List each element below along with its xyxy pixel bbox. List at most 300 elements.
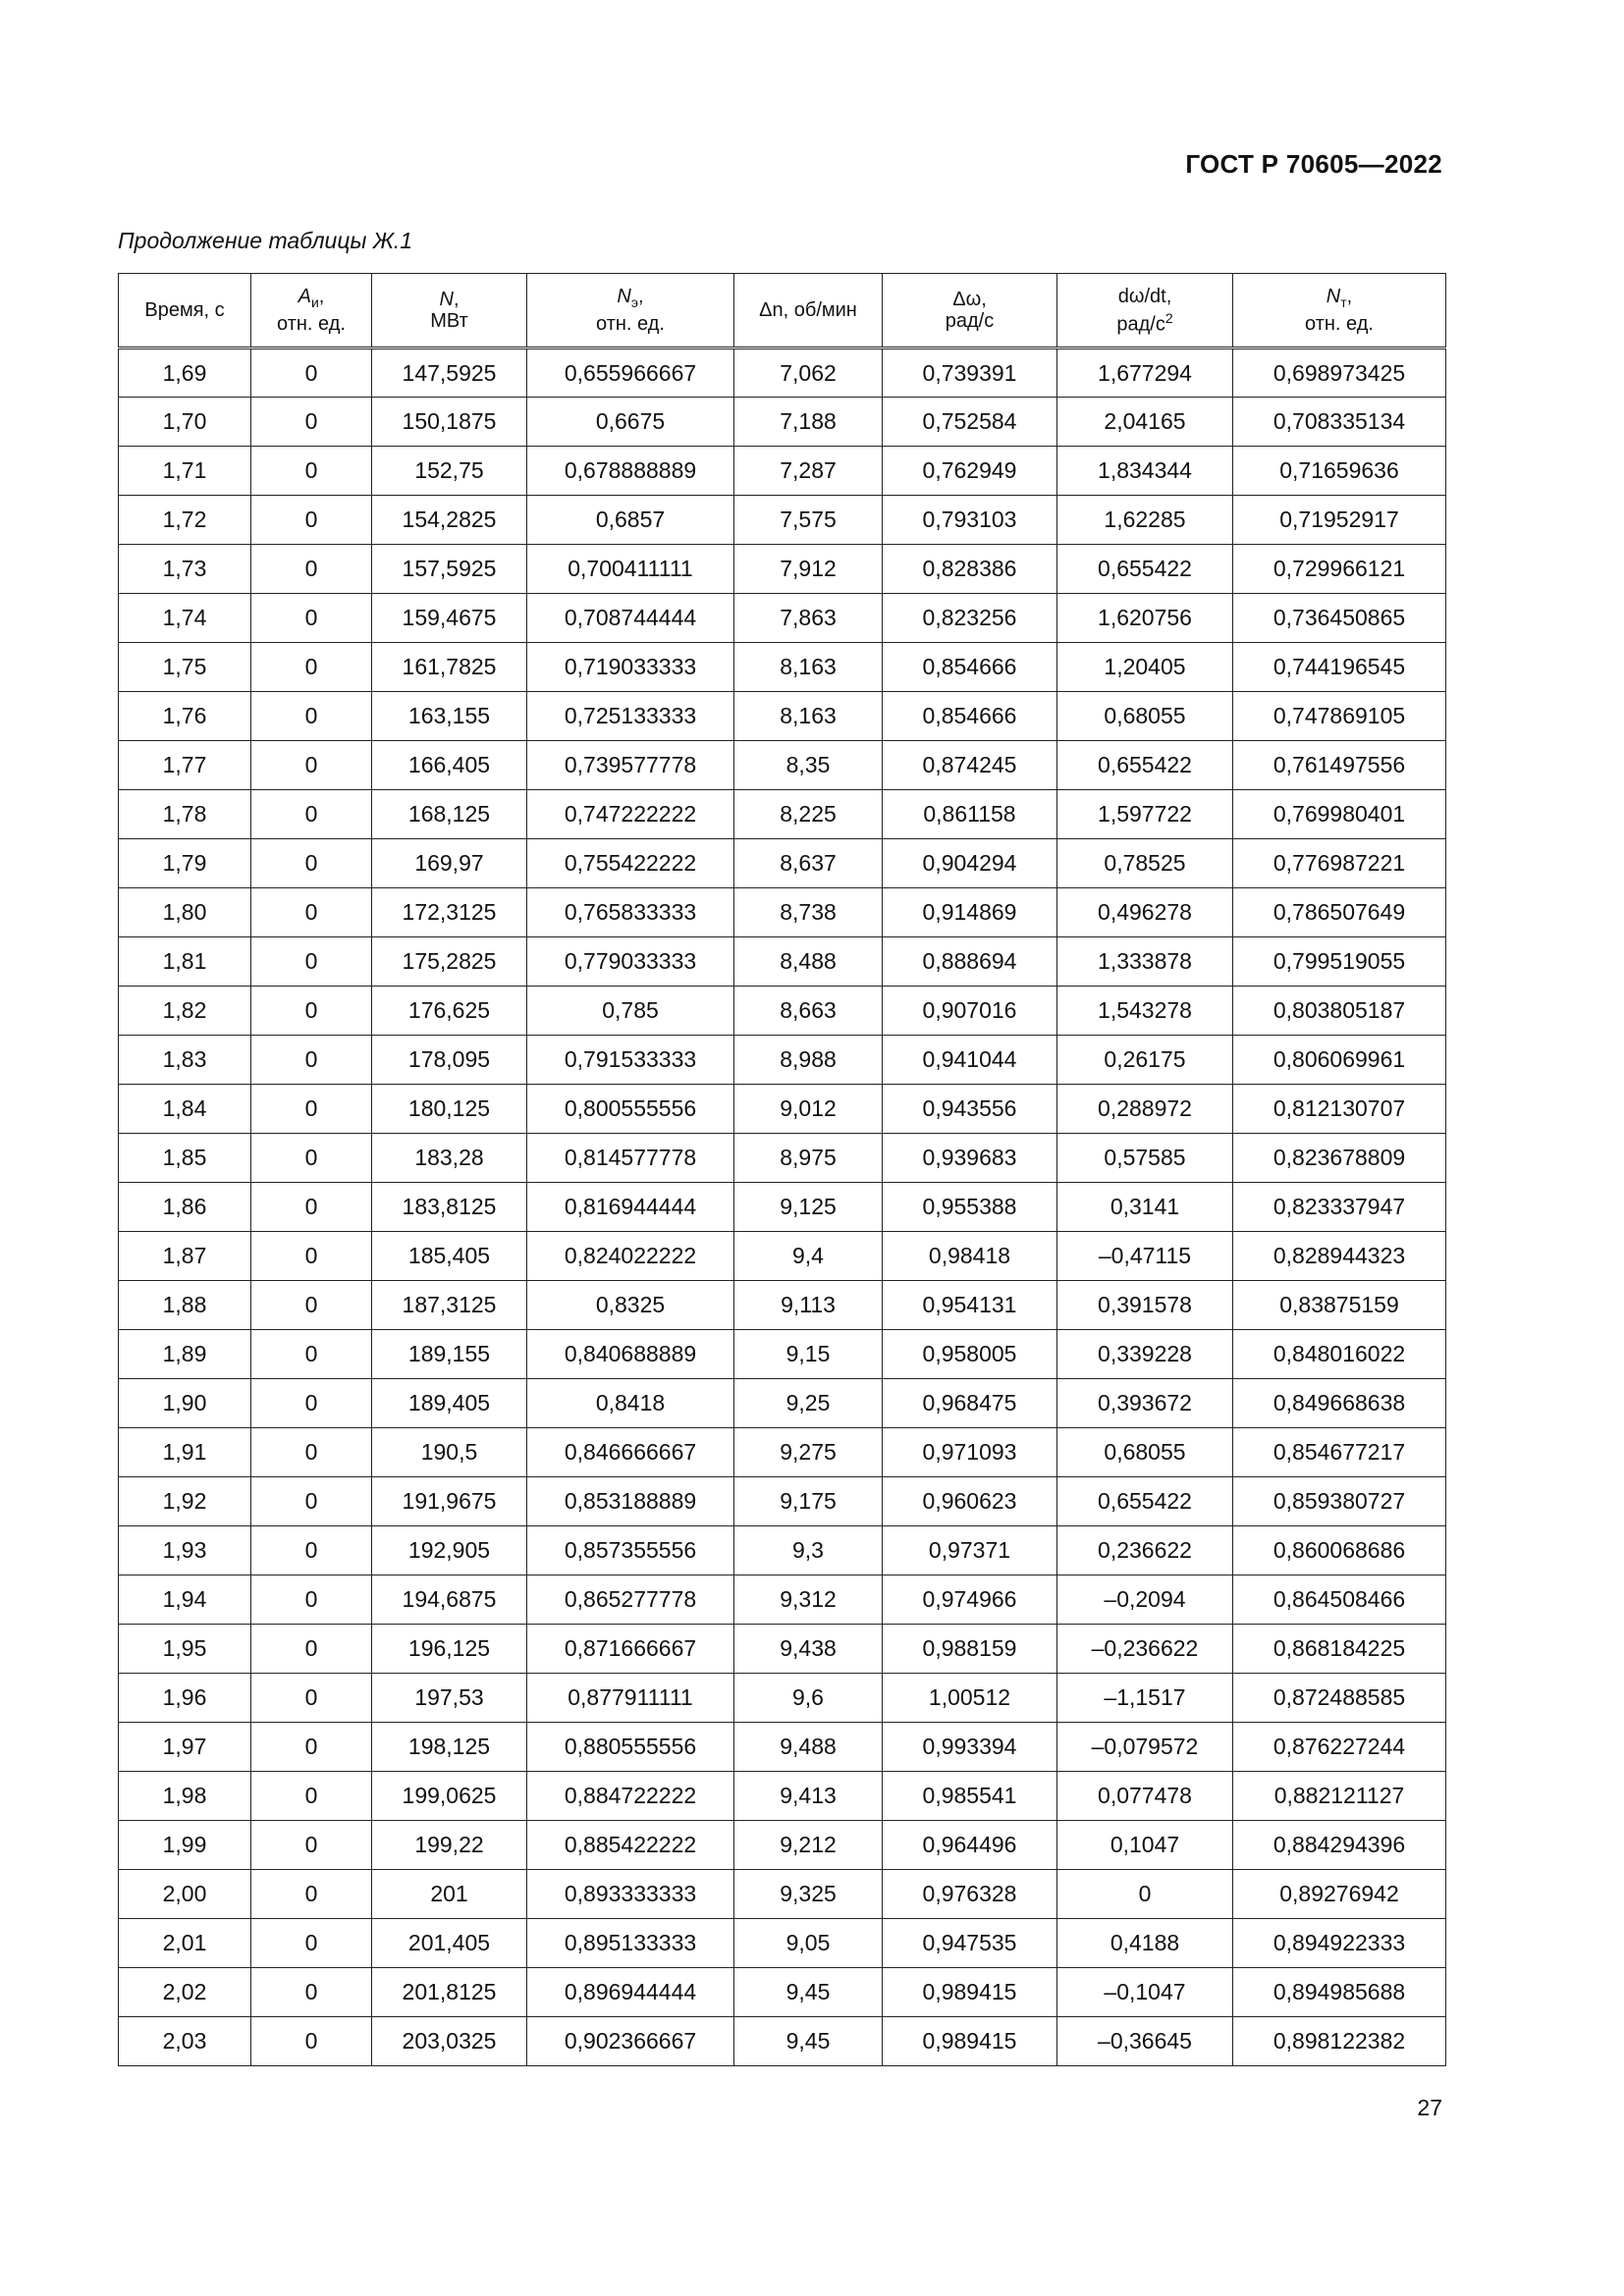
table-cell: 0,769980401 — [1233, 790, 1446, 839]
table-cell: 0,700411111 — [527, 545, 734, 594]
table-cell: 0,939683 — [883, 1134, 1057, 1183]
table-cell: 0,98418 — [883, 1232, 1057, 1281]
table-cell: 0,739577778 — [527, 741, 734, 790]
table-row — [119, 348, 1446, 398]
header-n-t: $N_т$, отн. ед. — [1233, 274, 1446, 348]
table-cell: 1,70 — [119, 398, 251, 447]
table-cell: 157,5925 — [372, 545, 527, 594]
table-cell: 0,947535 — [883, 1919, 1057, 1968]
table-cell: 0 — [251, 1477, 372, 1526]
table-cell: 183,8125 — [372, 1183, 527, 1232]
table-cell: 7,287 — [734, 447, 883, 496]
table-row — [119, 1870, 1446, 1919]
table-cell: 203,0325 — [372, 2017, 527, 2066]
header-delta-n: Δn, об/мин — [734, 274, 883, 348]
table-cell: 166,405 — [372, 741, 527, 790]
table-cell: 0,872488585 — [1233, 1674, 1446, 1723]
table-cell: 1,71 — [119, 447, 251, 496]
table-cell: 9,6 — [734, 1674, 883, 1723]
table-cell: 0,865277778 — [527, 1575, 734, 1625]
table-cell: 196,125 — [372, 1625, 527, 1674]
table-cell: 0,846666667 — [527, 1428, 734, 1477]
table-cell: 9,275 — [734, 1428, 883, 1477]
table-cell: 8,637 — [734, 839, 883, 888]
table-cell: 2,02 — [119, 1968, 251, 2017]
table-cell: 0 — [251, 888, 372, 937]
table-cell: 1,77 — [119, 741, 251, 790]
page-number: 27 — [1417, 2095, 1442, 2120]
table-body — [119, 348, 1446, 2066]
table-cell: 1,93 — [119, 1526, 251, 1575]
table-cell: 0,874245 — [883, 741, 1057, 790]
table-cell: 0 — [251, 2017, 372, 2066]
table-cell: 0,747869105 — [1233, 692, 1446, 741]
table-cell: 0 — [251, 1330, 372, 1379]
table-cell: 0,907016 — [883, 987, 1057, 1036]
table-cell: 1,96 — [119, 1674, 251, 1723]
table-cell: 0,761497556 — [1233, 741, 1446, 790]
table-cell: 169,97 — [372, 839, 527, 888]
table-cell: 9,212 — [734, 1821, 883, 1870]
table-cell: 0,496278 — [1057, 888, 1233, 937]
table-cell: 1,84 — [119, 1085, 251, 1134]
table-cell: 161,7825 — [372, 643, 527, 692]
table-cell: 0,814577778 — [527, 1134, 734, 1183]
table-cell: 197,53 — [372, 1674, 527, 1723]
table-cell: 0,655422 — [1057, 545, 1233, 594]
table-row — [119, 987, 1446, 1036]
table-cell: 1,620756 — [1057, 594, 1233, 643]
table-cell: 154,2825 — [372, 496, 527, 545]
table-cell: 0 — [251, 1674, 372, 1723]
table-cell: 8,163 — [734, 692, 883, 741]
table-cell: 0,823256 — [883, 594, 1057, 643]
table-cell: –0,36645 — [1057, 2017, 1233, 2066]
table-cell: 0,871666667 — [527, 1625, 734, 1674]
table-cell: 9,25 — [734, 1379, 883, 1428]
table-cell: 2,04165 — [1057, 398, 1233, 447]
table-cell: 1,677294 — [1057, 348, 1233, 398]
table-cell: 176,625 — [372, 987, 527, 1036]
table-row — [119, 1919, 1446, 1968]
table-cell: 0,812130707 — [1233, 1085, 1446, 1134]
table-cell: 0 — [251, 1526, 372, 1575]
table-row — [119, 2017, 1446, 2066]
table-cell: 183,28 — [372, 1134, 527, 1183]
table-cell: 0,941044 — [883, 1036, 1057, 1085]
table-cell: 1,78 — [119, 790, 251, 839]
table-cell: –0,1047 — [1057, 1968, 1233, 2017]
table-cell: 0,391578 — [1057, 1281, 1233, 1330]
table-cell: 0,800555556 — [527, 1085, 734, 1134]
table-row — [119, 1821, 1446, 1870]
table-cell: 0,989415 — [883, 1968, 1057, 2017]
table-cell: 0,894985688 — [1233, 1968, 1446, 2017]
table-cell: 0,960623 — [883, 1477, 1057, 1526]
table-cell: 0,854666 — [883, 643, 1057, 692]
table-cell: 9,15 — [734, 1330, 883, 1379]
table-cell: 0,97371 — [883, 1526, 1057, 1575]
table-cell: 0,964496 — [883, 1821, 1057, 1870]
table-cell: 0,988159 — [883, 1625, 1057, 1674]
table-cell: 2,03 — [119, 2017, 251, 2066]
table-cell: 0,864508466 — [1233, 1575, 1446, 1625]
table-cell: 1,90 — [119, 1379, 251, 1428]
table-row — [119, 643, 1446, 692]
table-cell: 1,00512 — [883, 1674, 1057, 1723]
table-cell: 0,71952917 — [1233, 496, 1446, 545]
table-cell: 9,4 — [734, 1232, 883, 1281]
table-row — [119, 692, 1446, 741]
table-row — [119, 1134, 1446, 1183]
table-cell: 0,6675 — [527, 398, 734, 447]
table-cell: 0,288972 — [1057, 1085, 1233, 1134]
table-cell: 0,816944444 — [527, 1183, 734, 1232]
table-cell: 9,312 — [734, 1575, 883, 1625]
table-row — [119, 1281, 1446, 1330]
table-cell: 0 — [251, 1134, 372, 1183]
table-row — [119, 1183, 1446, 1232]
table-cell: 7,575 — [734, 496, 883, 545]
table-cell: 0,974966 — [883, 1575, 1057, 1625]
table-cell: 172,3125 — [372, 888, 527, 937]
table-cell: 0,955388 — [883, 1183, 1057, 1232]
table-cell: 0,823678809 — [1233, 1134, 1446, 1183]
table-cell: 1,82 — [119, 987, 251, 1036]
table-cell: 1,79 — [119, 839, 251, 888]
table-cell: 1,62285 — [1057, 496, 1233, 545]
table-cell: 0,823337947 — [1233, 1183, 1446, 1232]
table-cell: 8,975 — [734, 1134, 883, 1183]
table-cell: –1,1517 — [1057, 1674, 1233, 1723]
table-cell: 0 — [251, 1821, 372, 1870]
table-cell: 178,095 — [372, 1036, 527, 1085]
table-row — [119, 1232, 1446, 1281]
table-cell: 0,888694 — [883, 937, 1057, 987]
table-cell: 0,884294396 — [1233, 1821, 1446, 1870]
table-cell: 0,57585 — [1057, 1134, 1233, 1183]
table-row — [119, 545, 1446, 594]
table-cell: 159,4675 — [372, 594, 527, 643]
table-cell: 0,752584 — [883, 398, 1057, 447]
table-cell: 0,854677217 — [1233, 1428, 1446, 1477]
table-cell: 0 — [251, 1625, 372, 1674]
table-cell: 9,325 — [734, 1870, 883, 1919]
table-cell: 0,68055 — [1057, 692, 1233, 741]
table-row — [119, 1625, 1446, 1674]
table-cell: 7,188 — [734, 398, 883, 447]
table-cell: 0 — [251, 790, 372, 839]
table-cell: 8,488 — [734, 937, 883, 987]
table-row — [119, 1477, 1446, 1526]
header-n: N, МВт — [372, 274, 527, 348]
table-row — [119, 1085, 1446, 1134]
table-cell: 0,848016022 — [1233, 1330, 1446, 1379]
table-cell: 1,86 — [119, 1183, 251, 1232]
table-cell: 0 — [251, 1772, 372, 1821]
table-cell: 0,776987221 — [1233, 839, 1446, 888]
table-cell: 0,893333333 — [527, 1870, 734, 1919]
table-cell: 0 — [251, 1575, 372, 1625]
table-cell: 0 — [251, 348, 372, 398]
table-cell: 0,882121127 — [1233, 1772, 1446, 1821]
table-row — [119, 937, 1446, 987]
table-cell: 1,92 — [119, 1477, 251, 1526]
table-cell: 1,74 — [119, 594, 251, 643]
table-cell: 8,225 — [734, 790, 883, 839]
table-cell: 0,904294 — [883, 839, 1057, 888]
table-cell: 0,914869 — [883, 888, 1057, 937]
table-cell: 0 — [251, 1281, 372, 1330]
table-cell: 0,83875159 — [1233, 1281, 1446, 1330]
table-cell: 9,45 — [734, 1968, 883, 2017]
table-cell: 1,99 — [119, 1821, 251, 1870]
table-cell: 194,6875 — [372, 1575, 527, 1625]
table-cell: 0,655422 — [1057, 741, 1233, 790]
table-cell: 0 — [251, 937, 372, 987]
table-cell: 189,405 — [372, 1379, 527, 1428]
table-row — [119, 888, 1446, 937]
table-cell: 0 — [251, 1428, 372, 1477]
table-cell: 147,5925 — [372, 348, 527, 398]
table-cell: 8,738 — [734, 888, 883, 937]
table-cell: 0,958005 — [883, 1330, 1057, 1379]
table-cell: –0,2094 — [1057, 1575, 1233, 1625]
table-cell: 0,849668638 — [1233, 1379, 1446, 1428]
table-cell: 0,765833333 — [527, 888, 734, 937]
table-cell: 0 — [251, 1085, 372, 1134]
table-cell: 0,876227244 — [1233, 1723, 1446, 1772]
table-cell: 0,885422222 — [527, 1821, 734, 1870]
table-cell: 1,72 — [119, 496, 251, 545]
table-cell: 201,8125 — [372, 1968, 527, 2017]
table-cell: 180,125 — [372, 1085, 527, 1134]
table-cell: 0 — [251, 1036, 372, 1085]
table-cell: 150,1875 — [372, 398, 527, 447]
table-cell: 1,333878 — [1057, 937, 1233, 987]
table-cell: 0,799519055 — [1233, 937, 1446, 987]
table-cell: 1,834344 — [1057, 447, 1233, 496]
table-cell: 0,824022222 — [527, 1232, 734, 1281]
table-cell: 9,012 — [734, 1085, 883, 1134]
table-cell: 192,905 — [372, 1526, 527, 1575]
table-cell: 0,077478 — [1057, 1772, 1233, 1821]
table-cell: 0 — [251, 447, 372, 496]
table-cell: 163,155 — [372, 692, 527, 741]
table-cell: 0,8325 — [527, 1281, 734, 1330]
table-cell: 0,68055 — [1057, 1428, 1233, 1477]
table-cell: 190,5 — [372, 1428, 527, 1477]
table-cell: 1,543278 — [1057, 987, 1233, 1036]
table-cell: 168,125 — [372, 790, 527, 839]
table-cell: 0 — [251, 692, 372, 741]
table-cell: 0,859380727 — [1233, 1477, 1446, 1526]
table-cell: 0 — [251, 1870, 372, 1919]
table-cell: 0 — [251, 987, 372, 1036]
table-cell: 0,828944323 — [1233, 1232, 1446, 1281]
table-cell: 0 — [251, 1183, 372, 1232]
table-cell: 0,895133333 — [527, 1919, 734, 1968]
table-cell: 0 — [251, 496, 372, 545]
table-cell: 0,943556 — [883, 1085, 1057, 1134]
table-cell: 0,894922333 — [1233, 1919, 1446, 1968]
table-cell: 0,747222222 — [527, 790, 734, 839]
table-cell: 0 — [251, 1919, 372, 1968]
table-cell: 0,779033333 — [527, 937, 734, 987]
document-code: ГОСТ Р 70605—2022 — [1185, 149, 1442, 179]
table-cell: 0 — [251, 594, 372, 643]
table-row — [119, 839, 1446, 888]
table-cell: 9,05 — [734, 1919, 883, 1968]
table-cell: 1,20405 — [1057, 643, 1233, 692]
table-cell: 0,828386 — [883, 545, 1057, 594]
table-row — [119, 790, 1446, 839]
data-table — [118, 273, 1446, 2066]
table-cell: 199,22 — [372, 1821, 527, 1870]
table-cell: 0,655422 — [1057, 1477, 1233, 1526]
table-cell: 0,854666 — [883, 692, 1057, 741]
table-row — [119, 741, 1446, 790]
table-cell: 0,719033333 — [527, 643, 734, 692]
table-cell: 201,405 — [372, 1919, 527, 1968]
table-cell: 0 — [251, 545, 372, 594]
table-cell: 199,0625 — [372, 1772, 527, 1821]
table-cell: 1,87 — [119, 1232, 251, 1281]
table-cell: 7,863 — [734, 594, 883, 643]
table-cell: 0,806069961 — [1233, 1036, 1446, 1085]
table-row — [119, 496, 1446, 545]
table-row — [119, 1772, 1446, 1821]
table-cell: 0,744196545 — [1233, 643, 1446, 692]
table-row — [119, 1330, 1446, 1379]
table-cell: 9,125 — [734, 1183, 883, 1232]
table-cell: 201 — [372, 1870, 527, 1919]
table-cell: 8,988 — [734, 1036, 883, 1085]
table-cell: 9,175 — [734, 1477, 883, 1526]
table-cell: 9,45 — [734, 2017, 883, 2066]
table-cell: 0,708744444 — [527, 594, 734, 643]
table-cell: 1,83 — [119, 1036, 251, 1085]
table-cell: 1,73 — [119, 545, 251, 594]
table-cell: 0,739391 — [883, 348, 1057, 398]
table-row — [119, 1379, 1446, 1428]
table-cell: 0 — [251, 1723, 372, 1772]
table-cell: 1,80 — [119, 888, 251, 937]
table-cell: 0 — [251, 839, 372, 888]
table-cell: 1,81 — [119, 937, 251, 987]
table-row — [119, 447, 1446, 496]
table-cell: 0,655966667 — [527, 348, 734, 398]
table-cell: 0,860068686 — [1233, 1526, 1446, 1575]
table-cell: 0,954131 — [883, 1281, 1057, 1330]
table-cell: 0,971093 — [883, 1428, 1057, 1477]
table-cell: 0,6857 — [527, 496, 734, 545]
table-cell: 8,163 — [734, 643, 883, 692]
table-cell: 0,26175 — [1057, 1036, 1233, 1085]
header-delta-omega: Δω, рад/с — [883, 274, 1057, 348]
table-cell: 1,89 — [119, 1330, 251, 1379]
table-cell: 1,75 — [119, 643, 251, 692]
table-cell: 9,488 — [734, 1723, 883, 1772]
table-cell: 1,88 — [119, 1281, 251, 1330]
table-cell: 189,155 — [372, 1330, 527, 1379]
table-cell: 7,062 — [734, 348, 883, 398]
table-cell: 7,912 — [734, 545, 883, 594]
table-cell: 0,896944444 — [527, 1968, 734, 2017]
table-cell: 9,438 — [734, 1625, 883, 1674]
table-cell: 9,413 — [734, 1772, 883, 1821]
table-cell: 1,94 — [119, 1575, 251, 1625]
table-cell: 0,840688889 — [527, 1330, 734, 1379]
table-cell: 0 — [251, 1232, 372, 1281]
table-cell: 0,393672 — [1057, 1379, 1233, 1428]
table-cell: 0,976328 — [883, 1870, 1057, 1919]
table-cell: 0 — [251, 741, 372, 790]
table-cell: 0,786507649 — [1233, 888, 1446, 937]
table-cell: 0,803805187 — [1233, 987, 1446, 1036]
table-row — [119, 1674, 1446, 1723]
table-cell: 0,857355556 — [527, 1526, 734, 1575]
table-cell: 0,1047 — [1057, 1821, 1233, 1870]
table-cell: 198,125 — [372, 1723, 527, 1772]
table-cell: 0,736450865 — [1233, 594, 1446, 643]
table-cell: 0,708335134 — [1233, 398, 1446, 447]
table-cell: 0 — [251, 1379, 372, 1428]
table-row — [119, 1575, 1446, 1625]
table-cell: 1,597722 — [1057, 790, 1233, 839]
table-cell: 0 — [251, 643, 372, 692]
table-row — [119, 1968, 1446, 2017]
table-cell: 0,78525 — [1057, 839, 1233, 888]
table-row — [119, 1428, 1446, 1477]
table-cell: 1,76 — [119, 692, 251, 741]
table-cell: 1,95 — [119, 1625, 251, 1674]
table-cell: 191,9675 — [372, 1477, 527, 1526]
table-row — [119, 1723, 1446, 1772]
table-cell: 1,85 — [119, 1134, 251, 1183]
table-cell: 0,698973425 — [1233, 348, 1446, 398]
header-time: Время, с — [119, 274, 251, 348]
table-cell: 0,993394 — [883, 1723, 1057, 1772]
table-row — [119, 398, 1446, 447]
table-cell: 2,01 — [119, 1919, 251, 1968]
table-header-row — [119, 274, 1446, 348]
table-cell: 1,91 — [119, 1428, 251, 1477]
table-cell: 0,785 — [527, 987, 734, 1036]
table-caption: Продолжение таблицы Ж.1 — [118, 228, 413, 253]
table-cell: 187,3125 — [372, 1281, 527, 1330]
table-cell: –0,236622 — [1057, 1625, 1233, 1674]
table-cell: 0,793103 — [883, 496, 1057, 545]
table-cell: –0,079572 — [1057, 1723, 1233, 1772]
table-cell: 0,725133333 — [527, 692, 734, 741]
table-cell: 2,00 — [119, 1870, 251, 1919]
table-cell: 0,8418 — [527, 1379, 734, 1428]
table-row — [119, 1036, 1446, 1085]
table-cell: 0,678888889 — [527, 447, 734, 496]
header-n-e: $N_э$, отн. ед. — [527, 274, 734, 348]
table-cell: 0,989415 — [883, 2017, 1057, 2066]
table-cell: 0,729966121 — [1233, 545, 1446, 594]
table-cell: 0,4188 — [1057, 1919, 1233, 1968]
table-cell: 0 — [1057, 1870, 1233, 1919]
table-cell: 0,985541 — [883, 1772, 1057, 1821]
table-cell: 0,853188889 — [527, 1477, 734, 1526]
table-cell: 8,35 — [734, 741, 883, 790]
table-cell: 1,98 — [119, 1772, 251, 1821]
table-cell: 0,902366667 — [527, 2017, 734, 2066]
table-cell: 0,339228 — [1057, 1330, 1233, 1379]
